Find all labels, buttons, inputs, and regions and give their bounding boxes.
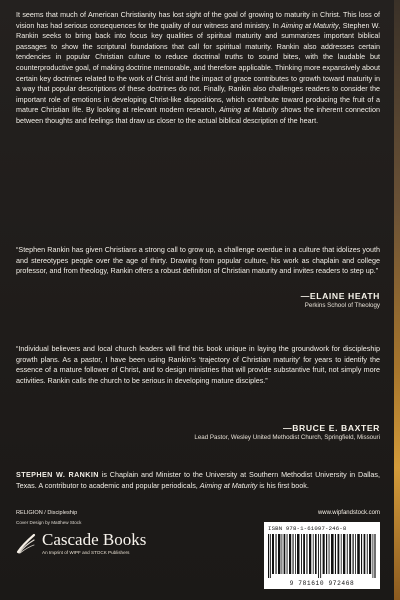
- publisher-tagline: An Imprint of WIPF and STOCK Publishers: [42, 550, 130, 555]
- barcode-icon: [268, 534, 376, 578]
- cascade-logo-icon: [16, 532, 36, 554]
- barcode-number: 9 781610 972468: [289, 580, 355, 587]
- book-title-mention-2: Aiming at Maturity: [219, 105, 279, 115]
- subject-category: RELIGION / Discipleship: [16, 510, 78, 516]
- author-bio: [16, 470, 380, 491]
- endorser-title: Lead Pastor, Wesley United Methodist Church, Springfield, Missouri: [194, 434, 380, 441]
- publisher-website: www.wipfandstock.com: [317, 510, 380, 516]
- endorsement-attribution-2: [194, 423, 380, 441]
- publisher-name: Cascade Books: [42, 530, 147, 549]
- book-blurb: [16, 10, 380, 127]
- book-title-mention-1: Aiming at Maturity: [280, 20, 339, 30]
- blurb-text-2: , Stephen W. Rankin seeks to bring back into focus key qualities of spiritual maturity and summarizes important biblical passages to show the scriptural foundations that call for spiritual maturity. Rankin also addresses certain tendencies in popular Christian culture to reduce doctrinal truths to sound bites, with the laudable but counterproductive goal, of making doctrine memorable, and therefore applicable. Thinking more expansively about certain key doctrines related to the work of Christ and the impact of grace contributes to growth toward maturity in a way that popular descriptions of these doctrines do not. Finally, Rankin also challenges readers to consider the important role of emotions in developing Christ-like dispositions, which contribute toward producing the fruit of a mature Christian life. By looking at relevant modern research,: [16, 20, 380, 115]
- publisher-logo: [16, 530, 166, 556]
- author-name: STEPHEN W. RANKIN: [16, 470, 99, 479]
- author-bio-text-1: is Chaplain and Minister to the University at Southern Methodist University in Dallas, Texas. A contributor to academic and popular periodicals,: [16, 470, 380, 490]
- endorsement-quote-1: “Stephen Rankin has given Christians a strong call to grow up, a challenge overdue in a culture that idolizes youth and stereotypes people over the age of thirty. Drawing from popular culture, his work as chaplain and college professor, and from theology, Rankin offers a robust definition of Christian maturity and invites readers to step up.”: [16, 245, 380, 276]
- cover-edge-accent: [394, 0, 400, 600]
- publisher-text: [42, 531, 146, 555]
- author-bio-text-2: is his first book.: [257, 480, 309, 490]
- blurb-text-3: shows the inherent connection between thoughts and feelings that draw us closer to the actual biblical description of the heart.: [16, 105, 380, 125]
- endorser-name: —ELAINE HEATH: [300, 291, 380, 301]
- cover-design-credit: Cover Design by Matthew Stock: [16, 520, 82, 525]
- endorsement-quote-2: “Individual believers and local church leaders will find this book unique in laying the groundwork for discipleship growth plans. As a pastor, I have been using Rankin’s ‘trajectory of Christian maturity’ for years to identify the essence of a mature follower of Christ, and to design ministries that will provide substantive fruit, not simply more activities. Rankin calls the church to be serious in developing mature disciples.”: [16, 344, 380, 385]
- blurb-text-1: It seems that much of American Christianity has lost sight of the goal of growing to maturity in Christ. This loss of vision has had serious consequences for the quality of our witness and ministry. In: [16, 10, 380, 30]
- isbn-barcode-box: [264, 522, 380, 589]
- endorser-title: Perkins School of Theology: [304, 302, 380, 309]
- isbn-label: ISBN 978-1-61097-246-8: [268, 525, 347, 532]
- endorsement-attribution-1: [301, 291, 380, 309]
- book-title-mention-3: Aiming at Maturity: [199, 480, 258, 490]
- endorser-name: —BRUCE E. BAXTER: [283, 423, 380, 433]
